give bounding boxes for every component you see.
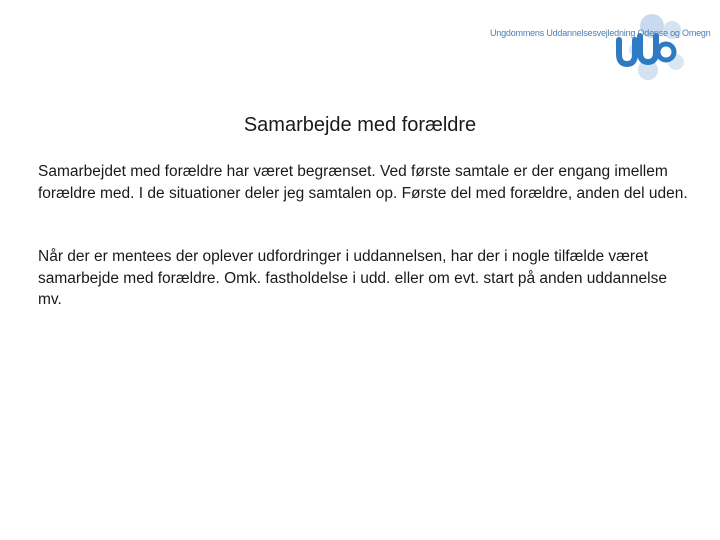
logo-tagline: Ungdommens Uddannelsesvejledning Odense og Omegn (490, 28, 711, 38)
uuo-logo (486, 6, 710, 88)
slide-title: Samarbejde med forældre (243, 114, 477, 136)
paragraph-1: Samarbejdet med forældre har været begrænset. Ved første samtale er der engang imellem forældre med. I de situationer deler jeg samtalen op. Første del med forældre, anden del uden. (38, 163, 688, 202)
paragraph-2: Når der er mentees der oplever udfordringer i uddannelsen, har der i nogle tilfælde været samarbejde med forældre. Omk. fastholdelse i udd. eller om evt. start på anden uddannelse mv. (38, 248, 667, 308)
uuo-logo-mark (486, 6, 710, 88)
